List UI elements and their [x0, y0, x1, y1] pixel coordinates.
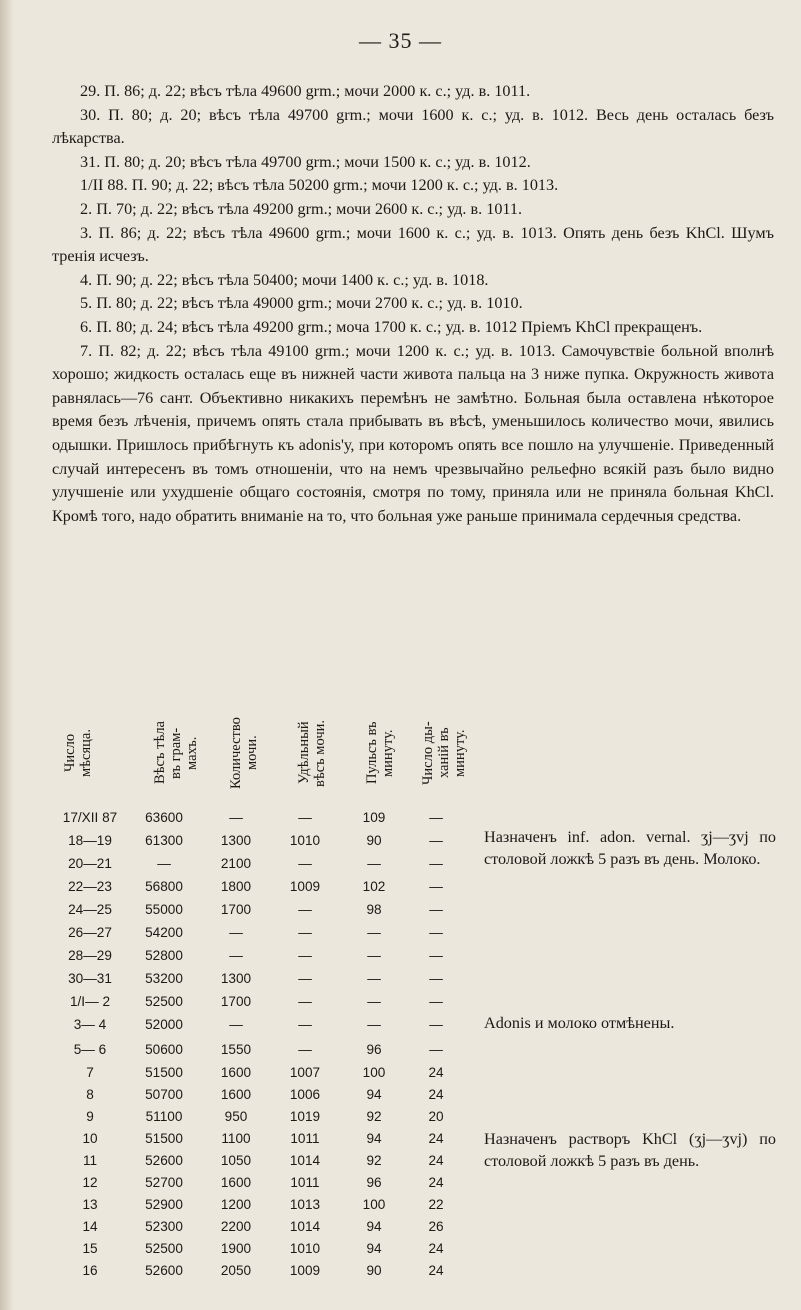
table-cell-pulse: 96 — [366, 1042, 382, 1057]
table-cell-date: 8 — [86, 1087, 94, 1102]
table-cell-breath: — — [429, 856, 443, 871]
table-cell-urine: 1300 — [220, 971, 252, 986]
table-cell-pulse: — — [367, 925, 381, 940]
table-cell-date: 22—23 — [68, 879, 112, 894]
table-note: Назначенъ растворъ KhCl (ʒj—ʒvj) по столовой ложкѣ 5 разъ въ день. — [484, 1130, 776, 1170]
table-row — [0, 1241, 801, 1259]
table-cell-date: 16 — [82, 1263, 98, 1278]
table-cell-weight: 61300 — [145, 833, 183, 848]
table-row — [0, 1042, 801, 1060]
table-cell-date: 1/I— 2 — [69, 994, 111, 1009]
table-row — [0, 1065, 801, 1083]
table-cell-spgr: — — [298, 810, 312, 825]
table-cell-spgr: — — [298, 925, 312, 940]
table-cell-date: 24—25 — [68, 902, 112, 917]
table-cell-urine: 2100 — [220, 856, 252, 871]
table-cell-urine: 1300 — [220, 833, 252, 848]
table-cell-date: 3— 4 — [73, 1017, 107, 1032]
table-cell-urine: 1600 — [220, 1087, 252, 1102]
table-cell-spgr: 1019 — [289, 1109, 321, 1124]
table-cell-breath: 24 — [428, 1241, 444, 1256]
table-cell-weight: — — [157, 856, 171, 871]
table-cell-urine: 1700 — [220, 902, 252, 917]
table-cell-urine: — — [229, 948, 243, 963]
table-cell-breath: — — [429, 925, 443, 940]
table-cell-urine: 2050 — [220, 1263, 252, 1278]
table-cell-urine: 1100 — [221, 1131, 251, 1146]
table-cell-spgr: 1011 — [290, 1175, 320, 1190]
table-cell-date: 15 — [82, 1241, 98, 1256]
table-row — [0, 1263, 801, 1281]
table-cell-breath: — — [429, 810, 443, 825]
table-cell-pulse: 109 — [362, 810, 386, 825]
table-cell-pulse: 102 — [362, 879, 386, 894]
table-cell-urine: 1600 — [220, 1065, 252, 1080]
table-cell-date: 13 — [82, 1197, 98, 1212]
table-cell-pulse: 100 — [362, 1065, 386, 1080]
table-cell-urine: — — [229, 1017, 243, 1032]
paragraph: 4. П. 90; д. 22; вѣсъ тѣла 50400; мочи 1400 к. с.; уд. в. 1018. — [80, 270, 489, 289]
table-cell-pulse: — — [367, 971, 381, 986]
table-cell-breath: — — [429, 948, 443, 963]
table-cell-date: 20—21 — [68, 856, 112, 871]
table-row — [0, 948, 801, 966]
table-cell-spgr: — — [298, 1017, 312, 1032]
paragraph: 29. П. 86; д. 22; вѣсъ тѣла 49600 grm.; мочи 2000 к. с.; уд. в. 1011. — [80, 82, 531, 100]
table-cell-spgr: 1013 — [289, 1197, 321, 1212]
table-cell-pulse: — — [367, 856, 381, 871]
table-cell-breath: — — [429, 879, 443, 894]
table-cell-spgr: — — [298, 948, 312, 963]
table-row — [0, 902, 801, 920]
table-cell-pulse: 96 — [366, 1175, 382, 1190]
table-cell-urine: — — [229, 810, 243, 825]
table-row — [0, 1087, 801, 1105]
table-cell-weight: 52700 — [145, 1175, 183, 1190]
header-specific-gravity: Удѣльный вѣсъ мочи. — [296, 719, 328, 787]
table-cell-breath: 26 — [428, 1219, 444, 1234]
table-cell-weight: 51500 — [145, 1065, 183, 1080]
table-cell-breath: — — [429, 833, 443, 848]
table-cell-spgr: 1010 — [289, 1241, 321, 1256]
table-cell-weight: 52800 — [145, 948, 183, 963]
table-cell-weight: 63600 — [145, 810, 183, 825]
table-row — [0, 1175, 801, 1193]
table-cell-spgr: 1009 — [289, 879, 321, 894]
table-cell-pulse: 100 — [362, 1197, 386, 1212]
table-cell-urine: 2200 — [220, 1219, 252, 1234]
table-cell-spgr: — — [298, 971, 312, 986]
paragraph: 7. П. 82; д. 22; вѣсъ тѣла 49100 grm.; мочи 1200 к. с.; уд. в. 1013. Самочувствіе больной вполнѣ хорошо; жидкость осталась еще въ нижней части живота пальца на 3 ниже пупка. Окружность живота равнялась—76 сант. Объективно никакихъ перемѣнъ не замѣтно. Больная была оставлена нѣкоторое время безъ лѣченія, причемъ опять стала прибывать въ вѣсѣ, уменьшилось количество мочи, явились одышки. Пришлось прибѣгнуть къ adonis'у, при которомъ опять все пошло на улучшеніе. Приведенный случай интересенъ въ томъ отношеніи, что на немъ чрезвычайно рельефно всякій разъ было видно улучшеніе или ухудшеніе общаго состоянія, смотря по тому, приняла или не приняла больная KhCl. Кромѣ того, надо обратить вниманіе на то, что больная уже раньше принимала сердечныя средства. — [52, 341, 774, 525]
table-cell-date: 5— 6 — [73, 1042, 107, 1057]
table-cell-spgr: — — [298, 994, 312, 1009]
table-note: Adonis и молоко отмѣнены. — [484, 1014, 675, 1032]
table-cell-weight: 51100 — [145, 1109, 183, 1124]
table-cell-breath: 24 — [428, 1065, 444, 1080]
header-pulse: Пульсъ въ минуту. — [364, 721, 396, 785]
table-cell-breath: 24 — [428, 1263, 444, 1278]
table-cell-urine: 1550 — [220, 1042, 252, 1057]
table-cell-weight: 55000 — [145, 902, 183, 917]
table-cell-urine: 1600 — [220, 1175, 252, 1190]
table-note: Назначенъ inf. adon. vernal. ʒj—ʒvj по столовой ложкѣ 5 разъ въ день. Молоко. — [484, 828, 776, 868]
table-cell-weight: 52600 — [145, 1153, 183, 1168]
table-row — [0, 971, 801, 989]
table-row — [0, 1219, 801, 1237]
table-cell-weight: 51500 — [145, 1131, 183, 1146]
table-row — [0, 1197, 801, 1215]
table-cell-breath: 24 — [428, 1153, 444, 1168]
header-weight: Вѣсъ тѣла въ грам- махъ. — [152, 721, 200, 785]
table-cell-date: 14 — [82, 1219, 98, 1234]
table-cell-date: 11 — [82, 1153, 98, 1168]
table-cell-breath: — — [429, 1017, 443, 1032]
table-cell-breath: — — [429, 902, 443, 917]
table-cell-pulse: 92 — [366, 1109, 382, 1124]
table-cell-breath: 20 — [428, 1109, 444, 1124]
table-cell-spgr: 1006 — [289, 1087, 321, 1102]
table-cell-spgr: 1014 — [289, 1153, 321, 1168]
table-cell-pulse: 90 — [366, 1263, 382, 1278]
table-cell-date: 10 — [82, 1131, 98, 1146]
table-cell-date: 30—31 — [68, 971, 112, 986]
table-cell-date: 17/XII 87 — [62, 810, 118, 825]
table-cell-weight: 50600 — [145, 1042, 183, 1057]
table-row — [0, 994, 801, 1012]
table-cell-urine: 950 — [224, 1109, 248, 1124]
paragraph: 30. П. 80; д. 20; вѣсъ тѣла 49700 grm.; мочи 1600 к. с.; уд. в. 1012. Весь день осталась безъ лѣкарства. — [52, 105, 774, 148]
table-cell-urine: 1050 — [220, 1153, 252, 1168]
table-cell-spgr: — — [298, 856, 312, 871]
table-cell-weight: 52500 — [145, 1241, 183, 1256]
table-cell-urine: 1800 — [220, 879, 252, 894]
table-cell-spgr: 1009 — [289, 1263, 321, 1278]
table-cell-date: 28—29 — [68, 948, 112, 963]
table-cell-date: 18—19 — [68, 833, 112, 848]
header-breaths: Число ды- ханій въ минуту. — [420, 721, 468, 785]
table-cell-weight: 50700 — [145, 1087, 183, 1102]
table-cell-spgr: 1011 — [290, 1131, 320, 1146]
paragraph: 6. П. 80; д. 24; вѣсъ тѣла 49200 grm.; моча 1700 к. с.; уд. в. 1012 Пріемъ KhCl прекращенъ. — [80, 317, 703, 336]
table-cell-weight: 52000 — [145, 1017, 183, 1032]
table-cell-date: 7 — [86, 1065, 94, 1080]
header-date: Число мѣсяца. — [62, 729, 94, 777]
table-row — [0, 925, 801, 943]
paragraph: 2. П. 70; д. 22; вѣсъ тѣла 49200 grm.; мочи 2600 к. с.; уд. в. 1011. — [80, 199, 523, 218]
table-cell-pulse: 98 — [366, 902, 382, 917]
table-cell-weight: 56800 — [145, 879, 183, 894]
table-cell-pulse: — — [367, 1017, 381, 1032]
table-cell-weight: 53200 — [145, 971, 183, 986]
table-cell-breath: 24 — [428, 1175, 444, 1190]
table-cell-pulse: 94 — [366, 1241, 382, 1256]
table-cell-pulse: — — [367, 948, 381, 963]
table-cell-breath: — — [429, 971, 443, 986]
paragraph: 5. П. 80; д. 22; вѣсъ тѣла 49000 grm.; мочи 2700 к. с.; уд. в. 1010. — [80, 294, 523, 313]
table-cell-urine: — — [229, 925, 243, 940]
table-cell-date: 12 — [82, 1175, 98, 1190]
table-cell-spgr: 1007 — [289, 1065, 321, 1080]
paragraph: 31. П. 80; д. 20; вѣсъ тѣла 49700 grm.; мочи 1500 к. с.; уд. в. 1012. — [80, 152, 531, 171]
table-cell-urine: 1200 — [220, 1197, 252, 1212]
table-cell-spgr: 1014 — [289, 1219, 321, 1234]
table-cell-urine: 1700 — [220, 994, 252, 1009]
table-cell-pulse: 94 — [366, 1087, 382, 1102]
table-cell-urine: 1900 — [220, 1241, 252, 1256]
table-cell-weight: 52300 — [145, 1219, 183, 1234]
table-cell-pulse: 90 — [366, 833, 382, 848]
table-row — [0, 879, 801, 897]
table-cell-weight: 52500 — [145, 994, 183, 1009]
table-cell-weight: 54200 — [145, 925, 183, 940]
table-cell-date: 9 — [86, 1109, 94, 1124]
paragraph: 3. П. 86; д. 22; вѣсъ тѣла 49600 grm.; мочи 1600 к. с.; уд. в. 1013. Опять день безъ KhCl. Шумъ тренія исчезъ. — [52, 223, 774, 266]
table-cell-pulse: 94 — [366, 1131, 382, 1146]
table-cell-pulse: 92 — [366, 1153, 382, 1168]
header-urine: Количество мочи. — [228, 717, 260, 789]
table-cell-pulse: — — [367, 994, 381, 1009]
table-cell-weight: 52900 — [145, 1197, 183, 1212]
table-cell-breath: 24 — [428, 1087, 444, 1102]
table-cell-pulse: 94 — [366, 1219, 382, 1234]
table-cell-date: 26—27 — [68, 925, 112, 940]
table-cell-breath: 22 — [428, 1197, 444, 1212]
body-text — [52, 80, 774, 528]
paragraph: 1/II 88. П. 90; д. 22; вѣсъ тѣла 50200 grm.; мочи 1200 к. с.; уд. в. 1013. — [80, 176, 559, 195]
table-cell-weight: 52600 — [145, 1263, 183, 1278]
table-cell-breath: 24 — [428, 1131, 444, 1146]
table-row — [0, 1109, 801, 1127]
table-cell-spgr: 1010 — [289, 833, 321, 848]
page-number: — 35 — — [359, 28, 442, 53]
table-cell-spgr: — — [298, 1042, 312, 1057]
table-cell-breath: — — [429, 1042, 443, 1057]
table-cell-spgr: — — [298, 902, 312, 917]
table-cell-breath: — — [429, 994, 443, 1009]
